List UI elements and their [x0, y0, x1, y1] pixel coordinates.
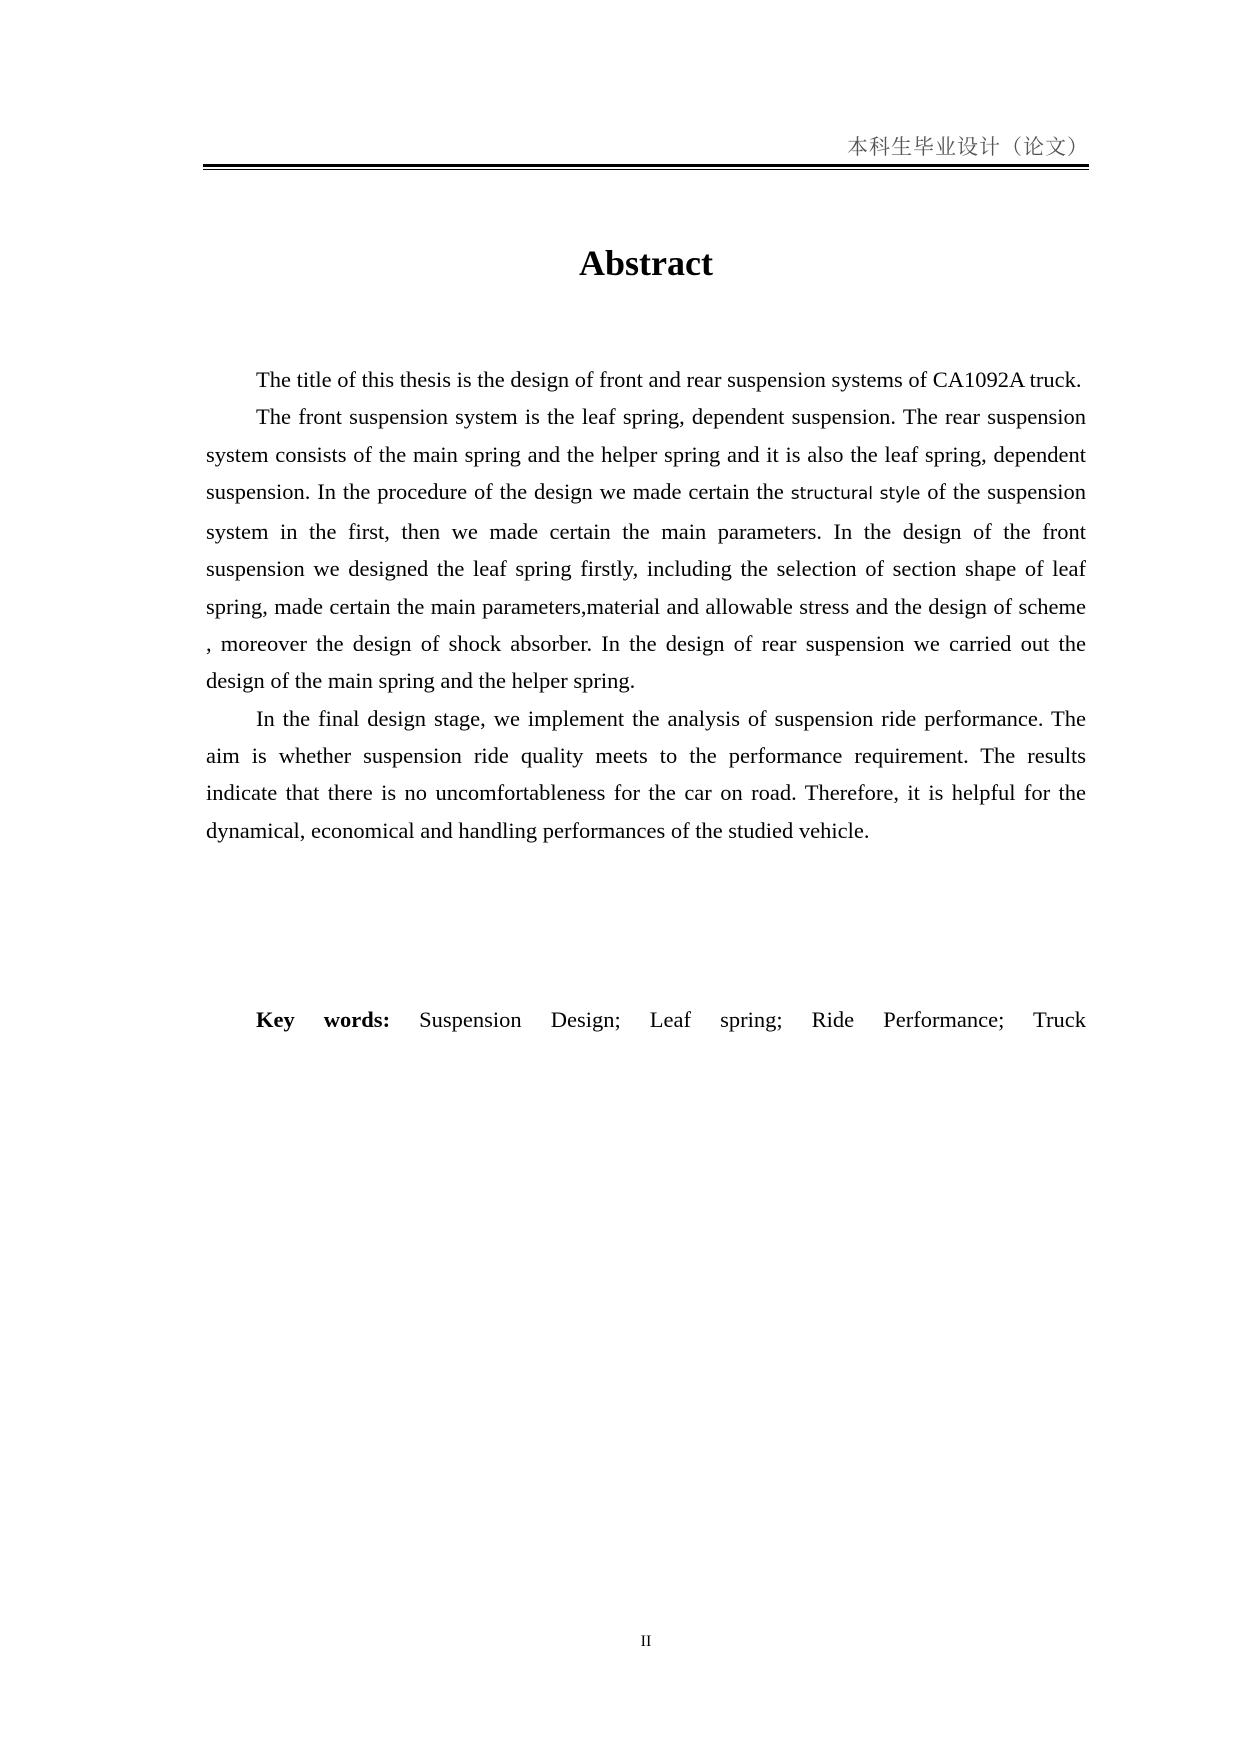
abstract-title: Abstract	[579, 243, 713, 283]
abstract-paragraph-2	[206, 398, 1086, 699]
paragraph-2-inline-term: structural style	[790, 483, 921, 504]
abstract-paragraph-3: In the final design stage, we implement the analysis of suspension ride performance. The aim is whether suspension ride quality meets to the performance requirement. The results indicate that there is no uncomfortableness for the car on road. Therefore, it is helpful for the dynamical, economical and handling performances of the studied vehicle.	[206, 705, 1086, 843]
page-number: II	[640, 1633, 652, 1650]
abstract-body	[206, 361, 1086, 849]
keywords-label: Key words:	[256, 1007, 391, 1032]
header-rule-thick	[203, 164, 1089, 167]
keywords-line	[206, 1001, 1086, 1038]
abstract-paragraph-1: The title of this thesis is the design of front and rear suspension systems of CA1092A truck.	[256, 367, 1082, 392]
header-rule-thin	[203, 169, 1089, 170]
paragraph-2-text-end: of the suspension system in the first, then we made certain the main parameters. In the design of the front suspension we designed the leaf spring firstly, including the selection of section shape of leaf spring, made certain the main parameters,material and allowable stress and the design of scheme , moreover the design of shock absorber. In the design of rear suspension we carried out the design of the main spring and the helper spring.	[206, 478, 1086, 694]
paragraph-2-text-start: The front suspension system is the leaf spring, dependent suspension. The rear suspension system consists of the main spring and the helper spring and it is also the leaf spring, dependent suspension. In the procedure of the design we made certain the	[206, 404, 1086, 504]
running-header: 本科生毕业设计（论文）	[847, 135, 1089, 159]
keywords-text: Suspension Design; Leaf spring; Ride Performance; Truck	[419, 1007, 1086, 1032]
